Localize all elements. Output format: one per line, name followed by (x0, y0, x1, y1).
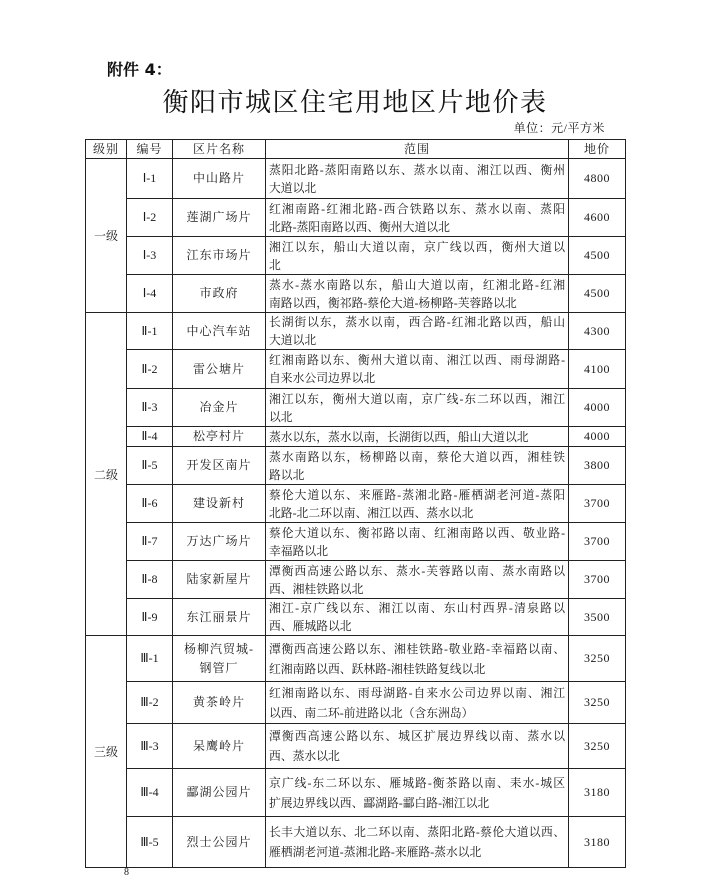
range-line: 蒸水南路以东，杨柳路以南，蔡伦大道以西，湘桂铁 (269, 449, 565, 464)
table-row (86, 159, 626, 199)
name-cell (173, 817, 266, 868)
name-cell (173, 313, 266, 350)
header-name: 区片名称 (173, 140, 266, 159)
name-cell (173, 159, 266, 199)
name-line: 黄茶岭片 (192, 695, 245, 709)
header-range: 范围 (266, 140, 569, 159)
price-cell: 3250 (569, 682, 626, 724)
name-line: 中心汽车站 (186, 323, 252, 338)
range-cell (266, 159, 569, 199)
price-cell: 4600 (569, 199, 626, 237)
table-row (86, 275, 626, 313)
code-cell: Ⅱ-8 (127, 561, 173, 599)
code-cell: Ⅱ-5 (127, 447, 173, 485)
table-row (86, 599, 626, 636)
level-cell: 三级 (86, 636, 127, 868)
code-cell: Ⅲ-3 (127, 724, 173, 769)
range-cell (266, 447, 569, 485)
table-row (86, 682, 626, 724)
table-header-row (86, 140, 626, 159)
price-cell: 3180 (569, 817, 626, 868)
price-cell: 3500 (569, 599, 626, 636)
name-cell (173, 724, 266, 769)
code-cell: Ⅱ-9 (127, 599, 173, 636)
code-cell: Ⅲ-5 (127, 817, 173, 868)
range-cell (266, 389, 569, 427)
name-line: 建设新村 (192, 496, 245, 510)
range-line: 长湖街以东，蒸水以南，西合路-红湘北路以西，船山 (269, 315, 565, 329)
range-cell (266, 313, 569, 350)
range-line: 蒸阳北路-蒸阳南路以东、蒸水以南、湘江以西、衡州 (269, 162, 565, 177)
range-cell (266, 682, 569, 724)
range-line: 长丰大道以东、北二环以南、蒸阳北路-蔡伦大道以西、 (269, 825, 565, 839)
table-row (86, 237, 626, 275)
name-cell (173, 199, 266, 237)
range-cell (266, 275, 569, 313)
table-row (86, 427, 626, 447)
table-row (86, 724, 626, 769)
range-cell (266, 599, 569, 636)
code-cell: Ⅲ-2 (127, 682, 173, 724)
name-line: 陆家新屋片 (186, 572, 252, 586)
code-cell: Ⅱ-6 (127, 485, 173, 523)
range-line: 京广线-东二环以东、雁城路-衡茶路以南、耒水-城区 (269, 775, 565, 790)
code-cell: Ⅱ-2 (127, 350, 173, 389)
price-cell: 4000 (569, 427, 626, 447)
name-line: 市政府 (199, 286, 239, 300)
range-line: 北路-北二环以南、湘江以西、蒸水以北 (269, 505, 474, 520)
attachment-label: 附件 4： (107, 60, 172, 79)
range-line: 湘江-京广线以东、湘江以南、东山村西界-清泉路以 (269, 601, 565, 615)
price-cell: 3800 (569, 447, 626, 485)
name-cell (173, 485, 266, 523)
range-cell (266, 561, 569, 599)
name-line: 万达广场片 (186, 534, 252, 548)
name-cell (173, 350, 266, 389)
range-line: 潭衡西高速公路以东、蒸水-芙蓉路以南、蒸水南路以 (269, 563, 565, 578)
name-cell (173, 237, 266, 275)
table-row (86, 561, 626, 599)
name-cell (173, 561, 266, 599)
unit-note: 单位：元/平方米 (513, 121, 605, 135)
range-line: 西、湘桂铁路以北 (269, 581, 364, 596)
range-line: 扩展边界线以西、酃湖路-酃白路-湘江以北 (269, 795, 490, 810)
table-row (86, 350, 626, 389)
range-cell (266, 237, 569, 275)
range-line: 幸福路以北 (269, 543, 328, 558)
table-row (86, 485, 626, 523)
price-cell: 4000 (569, 389, 626, 427)
level-cell: 二级 (86, 313, 127, 636)
range-line: 潭衡西高速公路以东、湘桂铁路-敬业路-幸福路以南、 (269, 641, 565, 656)
code-cell: Ⅰ-4 (127, 275, 173, 313)
price-cell: 3250 (569, 636, 626, 682)
code-cell: Ⅱ-4 (127, 427, 173, 447)
name-line: 冶金片 (199, 400, 239, 414)
price-cell: 3250 (569, 724, 626, 769)
range-line: 红湘南路以西、跃林路-湘桂铁路复线以北 (269, 661, 486, 676)
level-cell: 一级 (86, 159, 127, 313)
name-line: 呆鹰岭片 (192, 738, 245, 753)
name-cell (173, 275, 266, 313)
price-cell: 4300 (569, 313, 626, 350)
price-cell: 4100 (569, 350, 626, 389)
name-line: 松亭村片 (192, 429, 245, 443)
name-line: 莲湖广场片 (186, 210, 252, 224)
table-row (86, 636, 626, 682)
code-cell: Ⅰ-1 (127, 159, 173, 199)
table-row (86, 199, 626, 237)
range-line: 蔡伦大道以东、来雁路-蒸湘北路-雁栖湖老河道-蒸阳 (269, 487, 565, 502)
code-cell: Ⅲ-1 (127, 636, 173, 682)
header-code: 编号 (127, 140, 173, 159)
header-level: 级别 (86, 140, 127, 159)
table-row (86, 817, 626, 868)
page-number: 8 (124, 867, 129, 878)
table-row (86, 389, 626, 427)
range-line: 北路-蒸阳南路以西、衡州大道以北 (269, 219, 450, 234)
name-cell (173, 427, 266, 447)
name-line: 烈士公园片 (186, 834, 252, 849)
range-line: 北 (269, 257, 281, 272)
range-line: 红湘南路以东、衡州大道以南、湘江以西、雨母湖路- (269, 353, 565, 367)
code-cell: Ⅲ-4 (127, 769, 173, 817)
table-row (86, 447, 626, 485)
code-cell: Ⅰ-2 (127, 199, 173, 237)
range-line: 湘江以东，船山大道以南，京广线以西，衡州大道以 (269, 239, 565, 254)
range-line: 蒸水以东，蒸水以南，长湖街以西，船山大道以北 (269, 429, 529, 444)
name-line: 钢管厂 (199, 660, 239, 675)
range-cell (266, 350, 569, 389)
code-cell: Ⅱ-7 (127, 523, 173, 561)
name-line: 东江丽景片 (186, 609, 252, 624)
code-cell: Ⅰ-3 (127, 237, 173, 275)
name-cell (173, 389, 266, 427)
name-line: 酃湖公园片 (186, 785, 252, 799)
range-line: 西、雁城路以北 (269, 619, 352, 633)
range-line: 以西、南二环-前进路以北（含东洲岛） (269, 705, 474, 720)
price-cell: 3700 (569, 561, 626, 599)
range-line: 潭衡西高速公路以东、城区扩展边界线以南、蒸水以 (269, 729, 565, 743)
price-cell: 4800 (569, 159, 626, 199)
name-cell (173, 636, 266, 682)
range-line: 湘江以东，衡州大道以南，京广线-东二环以西，湘江 (269, 391, 565, 406)
range-cell (266, 769, 569, 817)
table-row (86, 313, 626, 350)
code-cell: Ⅱ-3 (127, 389, 173, 427)
range-line: 自来水公司边界以北 (269, 371, 376, 385)
header-price: 地价 (569, 140, 626, 159)
code-cell: Ⅱ-1 (127, 313, 173, 350)
table-row (86, 523, 626, 561)
name-cell (173, 769, 266, 817)
range-cell (266, 427, 569, 447)
range-line: 南路以西，衡祁路-蔡伦大道-杨柳路-芙蓉路以北 (269, 295, 517, 310)
name-line: 杨柳汽贸城- (184, 641, 254, 656)
range-cell (266, 724, 569, 769)
price-cell: 3180 (569, 769, 626, 817)
price-cell: 3700 (569, 485, 626, 523)
range-line: 雁栖湖老河道-蒸湘北路-来雁路-蒸水以北 (269, 845, 482, 859)
page-title: 衡阳市城区住宅用地区片地价表 (162, 88, 548, 117)
name-cell (173, 599, 266, 636)
land-price-table (85, 139, 626, 868)
price-cell: 4500 (569, 237, 626, 275)
range-line: 路以北 (269, 467, 305, 482)
range-cell (266, 817, 569, 868)
name-line: 雷公塘片 (192, 361, 245, 376)
range-line: 以北 (269, 409, 293, 424)
range-cell (266, 485, 569, 523)
range-line: 大道以北 (269, 180, 317, 195)
name-cell (173, 682, 266, 724)
name-line: 江东市场片 (186, 248, 252, 262)
name-cell (173, 523, 266, 561)
range-line: 大道以北 (269, 333, 317, 347)
range-cell (266, 523, 569, 561)
range-line: 蔡伦大道以东、衡祁路以南、红湘南路以西、敬业路- (269, 525, 565, 540)
price-cell: 4500 (569, 275, 626, 313)
name-line: 中山路片 (192, 171, 245, 185)
range-line: 红湘南路-红湘北路-西合铁路以东、蒸水以南、蒸阳 (269, 201, 565, 216)
range-cell (266, 199, 569, 237)
table-row (86, 769, 626, 817)
range-line: 蒸水-蒸水南路以东，船山大道以南，红湘北路-红湘 (269, 277, 565, 292)
range-cell (266, 636, 569, 682)
name-cell (173, 447, 266, 485)
name-line: 开发区南片 (186, 458, 252, 472)
range-line: 红湘南路以东、雨母湖路-自来水公司边界以南、湘江 (269, 685, 565, 700)
price-cell: 3700 (569, 523, 626, 561)
range-line: 西、蒸水以北 (269, 749, 340, 763)
